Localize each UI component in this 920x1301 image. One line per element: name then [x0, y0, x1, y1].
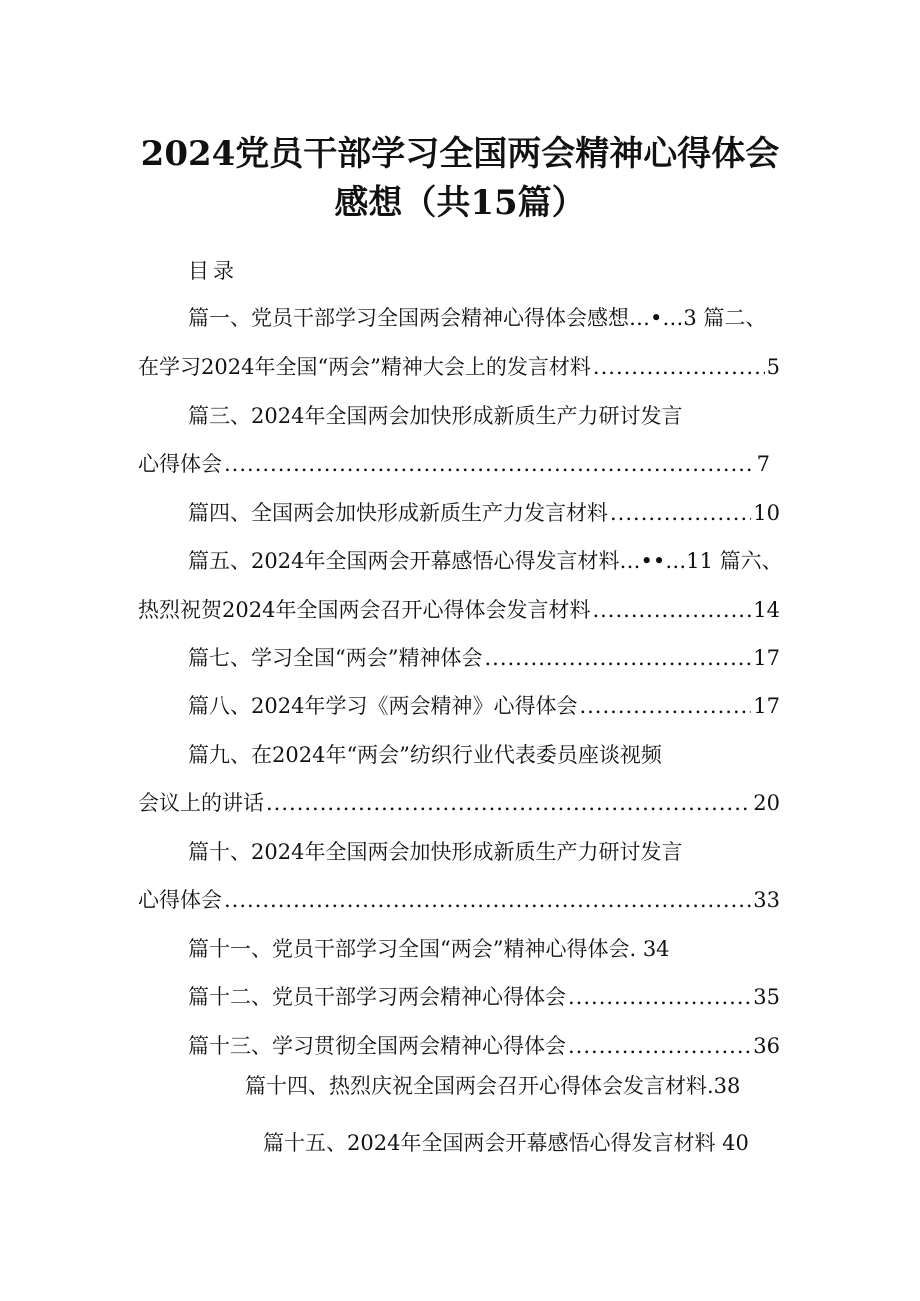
toc-leader-dots	[568, 1031, 751, 1061]
toc-entry-text: 篇十五、2024年全国两会开幕感悟心得发言材料 40	[263, 1131, 749, 1155]
document-title-line-1: 2024党员干部学习全国两会精神心得体会	[140, 134, 780, 174]
toc-heading: 目录	[188, 259, 238, 283]
toc-leader-dots	[568, 982, 751, 1012]
toc-entry-6	[138, 595, 780, 625]
toc-entry-3	[188, 401, 682, 431]
toc-entry-text: 篇一、党员干部学习全国两会精神心得体会感想…•…3 篇二、	[188, 306, 767, 330]
toc-page-number: 36	[753, 1034, 780, 1058]
toc-page-number: 17	[753, 646, 780, 670]
toc-entry-text: 篇十一、党员干部学习全国“两会”精神心得体会. 34	[188, 937, 670, 961]
toc-entry-text: 篇十、2024年全国两会加快形成新质生产力研讨发言	[188, 840, 683, 864]
toc-entry-text: 热烈祝贺2024年全国两会召开心得体会发言材料	[138, 598, 591, 622]
toc-entry-14	[245, 1071, 740, 1101]
toc-leader-dots	[592, 595, 751, 625]
toc-entry-12	[188, 982, 780, 1012]
toc-entry-9	[188, 740, 662, 770]
toc-page-number: 33	[753, 888, 780, 912]
toc-entry-text: 篇五、2024年全国两会开幕感悟心得发言材料…••…11 篇六、	[188, 549, 783, 573]
toc-leader-dots	[224, 449, 755, 479]
toc-entry-text: 篇十二、党员干部学习两会精神心得体会	[188, 985, 566, 1009]
toc-entry-text: 篇十三、学习贯彻全国两会精神心得体会	[188, 1034, 566, 1058]
toc-entry-7	[188, 643, 780, 673]
document-title-line-2: 感想（共15篇）	[334, 183, 586, 223]
toc-page-number: 20	[753, 791, 780, 815]
toc-entry-text: 篇三、2024年全国两会加快形成新质生产力研讨发言	[188, 404, 683, 428]
toc-entry-text: 在学习2024年全国“两会”精神大会上的发言材料	[138, 355, 591, 379]
toc-leader-dots	[593, 352, 765, 382]
toc-entry-1	[188, 303, 766, 333]
toc-page-number: 7	[756, 452, 770, 476]
toc-entry-text: 篇七、学习全国“两会”精神体会	[188, 646, 483, 670]
toc-page-number: 17	[753, 694, 780, 718]
toc-entry-text: 篇十四、热烈庆祝全国两会召开心得体会发言材料.38	[245, 1074, 741, 1098]
toc-entry-text: 篇八、2024年学习《两会精神》心得体会	[188, 694, 578, 718]
toc-page-number: 35	[753, 985, 780, 1009]
toc-entry-15	[263, 1128, 749, 1158]
toc-entry-text: 心得体会	[138, 888, 222, 912]
toc-page-number: 14	[753, 598, 780, 622]
toc-leader-dots	[610, 498, 751, 528]
toc-entry-text: 篇四、全国两会加快形成新质生产力发言材料	[188, 501, 608, 525]
toc-leader-dots	[579, 691, 751, 721]
toc-entry-2	[138, 352, 780, 382]
toc-page-number: 10	[753, 501, 780, 525]
toc-entry-4	[188, 498, 780, 528]
toc-entry-text: 篇九、在2024年“两会”纺织行业代表委员座谈视频	[188, 743, 662, 767]
toc-entry-13	[188, 1031, 780, 1061]
toc-entry-3-cont	[138, 449, 770, 479]
toc-entry-11	[188, 934, 670, 964]
toc-entry-9-cont	[138, 788, 780, 818]
toc-entry-text: 会议上的讲话	[138, 791, 264, 815]
toc-page-number: 5	[766, 355, 780, 379]
toc-leader-dots	[484, 643, 751, 673]
toc-leader-dots	[266, 788, 751, 818]
toc-leader-dots	[224, 885, 751, 915]
toc-entry-text: 心得体会	[138, 452, 222, 476]
toc-entry-10-cont	[138, 885, 780, 915]
toc-entry-8	[188, 691, 780, 721]
toc-entry-5	[188, 546, 783, 576]
toc-entry-10	[188, 837, 682, 867]
